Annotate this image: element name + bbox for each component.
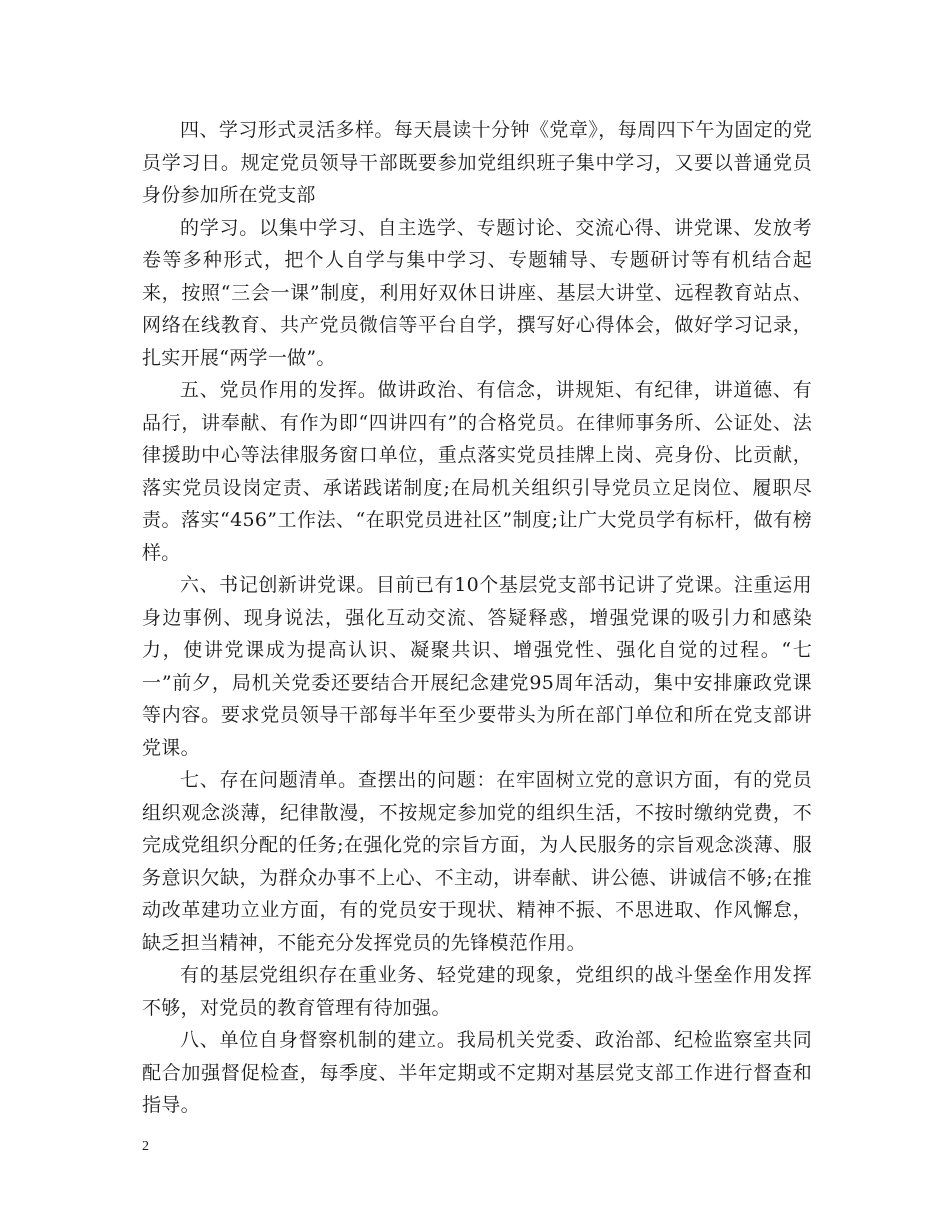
page-number: 2 [142, 1139, 149, 1154]
paragraph-problem-list: 七、存在问题清单。查摆出的问题：在牢固树立党的意识方面，有的党员组织观念淡薄，纪律散漫，不按规定参加党的组织生活，不按时缴纳党费，不完成党组织分配的任务;在强化党的宗旨方面，为人民服务的宗旨观念淡薄、服务意识欠缺，为群众办事不上心、不主动，讲奉献、讲公德、讲诚信不够;在推动改革建功立业方面，有的党员安于现状、精神不振、不思进取、作风懈怠，缺乏担当精神，不能充分发挥党员的先锋模范作用。 [142, 769, 812, 954]
paragraph-learning-methods: 的学习。以集中学习、自主选学、专题讨论、交流心得、讲党课、发放考卷等多种形式，把个人自学与集中学习、专题辅导、专题研讨等有机结合起来，按照“三会一课”制度，利用好双休日讲座、基层大讲堂、远程教育站点、网络在线教育、共产党员微信等平台自学，撰写好心得体会，做好学习记录，扎实开展“两学一做”。 [142, 216, 812, 369]
document-body [142, 114, 812, 1122]
paragraph-learning-format: 四、学习形式灵活多样。每天晨读十分钟《党章》，每周四下午为固定的党员学习日。规定党员领导干部既要参加党组织班子集中学习，又要以普通党员身份参加所在党支部 [142, 119, 812, 206]
paragraph-supervision-mechanism: 八、单位自身督察机制的建立。我局机关党委、政治部、纪检监察室共同配合加强督促检查，每季度、半年定期或不定期对基层党支部工作进行督查和指导。 [142, 1029, 812, 1116]
paragraph-secretary-lectures: 六、书记创新讲党课。目前已有10个基层党支部书记讲了党课。注重运用身边事例、现身说法，强化互动交流、答疑释惑，增强党课的吸引力和感染力，使讲党课成为提高认识、凝聚共识、增强党性、强化自觉的过程。“七一”前夕，局机关党委还要结合开展纪念建党95周年活动，集中安排廉政党课等内容。要求党员领导干部每半年至少要带头为所在部门单位和所在党支部讲党课。 [142, 574, 812, 759]
paragraph-grassroots-issues: 有的基层党组织存在重业务、轻党建的现象，党组织的战斗堡垒作用发挥不够，对党员的教育管理有待加强。 [142, 964, 812, 1019]
paragraph-member-role: 五、党员作用的发挥。做讲政治、有信念，讲规矩、有纪律，讲道德、有品行，讲奉献、有作为即“四讲四有”的合格党员。在律师事务所、公证处、法律援助中心等法律服务窗口单位，重点落实党员挂牌上岗、亮身份、比贡献，落实党员设岗定责、承诺践诺制度;在局机关组织引导党员立足岗位、履职尽责。落实“456”工作法、“在职党员进社区”制度;让广大党员学有标杆，做有榜样。 [142, 379, 812, 564]
